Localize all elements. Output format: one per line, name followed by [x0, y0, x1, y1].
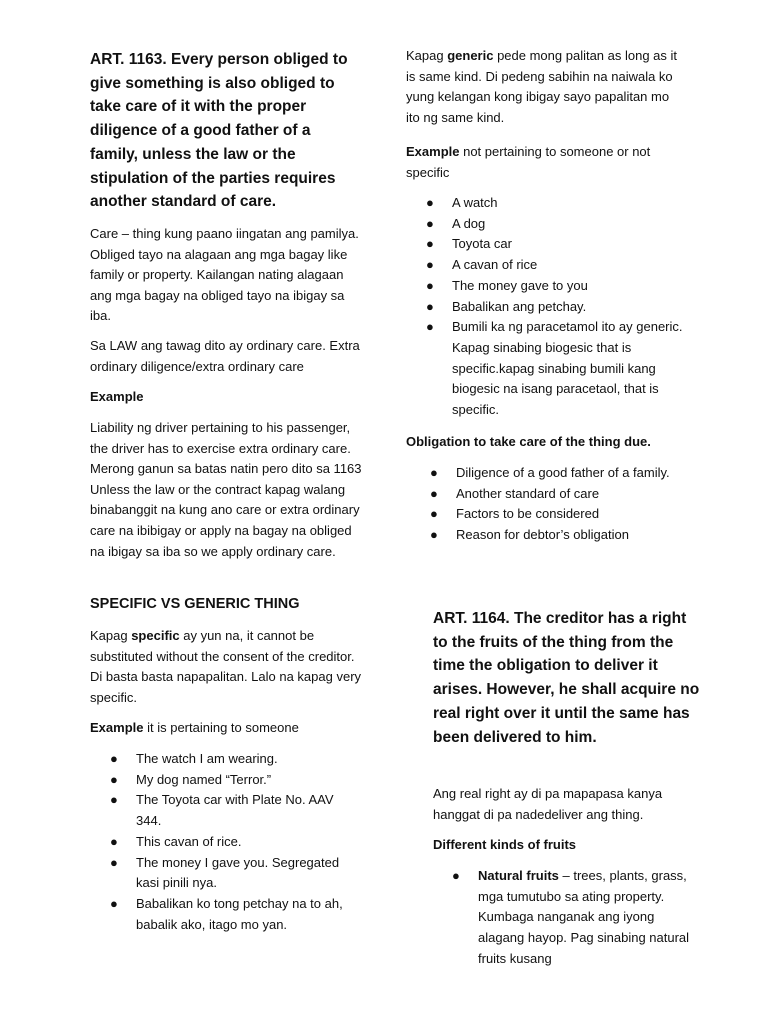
fruits-list — [432, 866, 697, 970]
bullet-icon: ● — [430, 506, 438, 522]
list-item: ● Another standard of care — [410, 484, 686, 505]
list-item: ● The Toyota car with Plate No. AAV 344. — [110, 792, 334, 829]
list-item: ● Toyota car — [406, 234, 686, 255]
article-1164-heading: ART. 1164. The creditor has a right to the fruits of the thing from the time the obligation to deliver it arises. However, he shall acquire no real right over it until the same has been delivered to him. — [433, 610, 700, 746]
specific-post: ay yun na, it cannot be substituted without the consent of the creditor. Di basta basta napapalitan. Lalo na kapag very specific. — [90, 628, 362, 705]
article-1163-heading: ART. 1163. Every person obliged to give something is also obliged to take care of it with the proper diligence of a good father of a family, unless the law or the stipulation of the parties requires another standard of care. — [90, 51, 348, 211]
natural-fruits-text: – trees, plants, grass, mga tumutubo sa ating property. Kumbaga nanganak ang iyong alagang hayop. Pag sinabing natural fruits kusang — [478, 868, 690, 966]
list-item: ● Factors to be considered — [410, 504, 686, 525]
example-generic-line — [406, 142, 686, 183]
list-item: ● This cavan of rice. — [90, 832, 362, 853]
bullet-icon: ● — [110, 833, 118, 849]
specific-items-list — [90, 749, 362, 935]
example-heading: Example — [90, 389, 144, 404]
obligation-heading: Obligation to take care of the thing due. — [406, 434, 651, 449]
bullet-icon: ● — [430, 485, 438, 501]
bullet-icon: ● — [426, 319, 434, 335]
bullet-icon: ● — [110, 792, 118, 808]
bullet-icon: ● — [426, 298, 434, 314]
example-generic-text: not pertaining to someone or not specific — [406, 144, 651, 180]
bullet-icon: ● — [110, 771, 118, 787]
list-item: ● A dog — [406, 214, 686, 235]
list-item: ● The watch I am wearing. — [90, 749, 362, 770]
list-item: ● Babalikan ko tong petchay na to ah, babalik ako, itago mo yan. — [110, 895, 343, 932]
specific-pre: Kapag — [90, 628, 132, 643]
generic-word: generic — [447, 48, 494, 63]
example-specific-text: it is pertaining to someone — [143, 720, 299, 735]
obligation-items-list — [410, 463, 686, 546]
bullet-icon: ● — [110, 751, 118, 766]
bullet-icon: ● — [426, 257, 434, 273]
liability-paragraph: Liability ng driver pertaining to his passenger, the driver has to exercise extra ordinary care. Merong ganun sa batas natin pero dito sa 1163 Unless the law or the contract kapag walang binabanggit na kung ano care or extra ordinary care na ibibigay or apply na bagay na obliged na ibigay sa iba so we apply ordinary care. — [90, 420, 362, 559]
bullet-icon: ● — [426, 215, 434, 231]
list-item: ● Reason for debtor’s obligation — [410, 525, 686, 546]
bullet-icon: ● — [426, 236, 434, 252]
specific-vs-generic-heading: SPECIFIC VS GENERIC THING — [90, 596, 300, 612]
law-paragraph: Sa LAW ang tawag dito ay ordinary care. Extra ordinary diligence/extra ordinary care — [90, 338, 360, 374]
list-item: ● The money gave to you — [406, 276, 686, 297]
bullet-icon: ● — [430, 465, 438, 480]
list-item: ● Diligence of a good father of a family. — [410, 463, 686, 484]
bullet-icon: ● — [110, 854, 118, 870]
example-specific-line — [90, 718, 362, 739]
natural-fruits-label: Natural fruits — [478, 868, 559, 883]
bullet-icon: ● — [452, 868, 460, 883]
list-item: ● The money I gave you. Segregated kasi pinili nya. — [110, 854, 340, 891]
generic-paragraph: Kapag generic pede mong palitan as long as it is same kind. Di pedeng sabihin na naiwala ko yung kelangan kong ibigay sayo papalitan mo ito ng same kind. — [406, 48, 678, 125]
example-generic-label: Example — [406, 144, 460, 159]
specific-paragraph — [90, 626, 362, 708]
bullet-icon: ● — [430, 527, 438, 543]
bullet-icon: ● — [426, 195, 434, 210]
example-specific-label: Example — [90, 720, 144, 735]
bullet-icon: ● — [426, 277, 434, 293]
generic-items-list — [406, 193, 686, 421]
bullet-icon: ● — [110, 895, 118, 911]
list-item: ● Bumili ka ng paracetamol ito ay generic. Kapag sinabing biogesic that is specific.kapag sinabing bumili kang biogesic na isang paracetaol, that is specific. — [426, 319, 683, 418]
list-item — [432, 866, 697, 970]
list-item: ● My dog named “Terror.” — [90, 770, 362, 791]
kinds-of-fruits-heading: Different kinds of fruits — [433, 837, 577, 852]
specific-word: specific — [131, 628, 180, 643]
list-item: ● A watch — [406, 193, 686, 214]
list-item: ● A cavan of rice — [406, 255, 686, 276]
list-item: ● Babalikan ang petchay. — [406, 297, 686, 318]
care-paragraph: Care – thing kung paano iingatan ang pamilya. Obliged tayo na alagaan ang mga bagay like family or property. Kailangan nating alagaan ang mga bagay na obliged tayo na ibigay sa iba. — [90, 226, 359, 324]
real-right-paragraph: Ang real right ay di pa mapapasa kanya hanggat di pa nadedeliver ang thing. — [433, 786, 663, 822]
